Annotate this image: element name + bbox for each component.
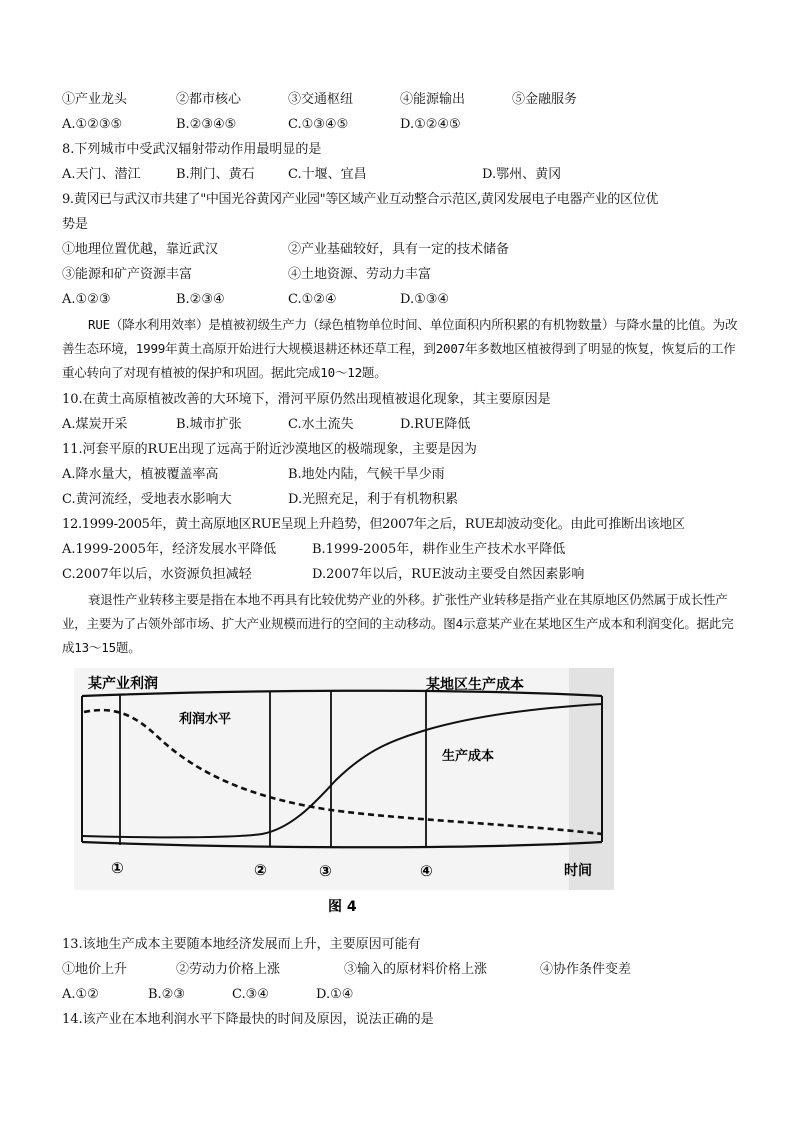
label-industry-profit: 某产业利润 bbox=[88, 676, 158, 692]
q9-item: ③能源和矿产资源丰富 bbox=[62, 267, 193, 282]
q13-item: ①地价上升 bbox=[62, 962, 128, 977]
choice-c: C.①②④ bbox=[288, 292, 337, 307]
q11-stem: 11.河套平原的RUE出现了远高于附近沙漠地区的极端现象，主要是因为 bbox=[62, 442, 477, 457]
x-axis-label: 时间 bbox=[564, 863, 592, 879]
choice-c: C.十堰、宜昌 bbox=[288, 167, 367, 182]
figure-background bbox=[74, 668, 614, 922]
choice-c: C.③④ bbox=[232, 987, 269, 1002]
choice-a: A.天门、潜江 bbox=[62, 167, 141, 182]
choice-d: D.2007年以后，RUE波动主要受自然因素影响 bbox=[312, 567, 585, 582]
q9-item: ①地理位置优越，靠近武汉 bbox=[62, 242, 219, 257]
q9-item: ④土地资源、劳动力丰富 bbox=[288, 267, 432, 282]
choice-d: D.鄂州、黄冈 bbox=[482, 167, 562, 182]
stage-marker-4: ④ bbox=[420, 862, 433, 880]
choice-d: D.①②④⑤ bbox=[400, 117, 461, 132]
choice-b: B.②③ bbox=[148, 987, 185, 1002]
q9-item: ②产业基础较好，具有一定的技术储备 bbox=[288, 242, 510, 257]
stage-marker-3: ③ bbox=[319, 862, 332, 880]
choice-a: A.①②③ bbox=[62, 292, 111, 307]
q8-stem: 8.下列城市中受武汉辐射带动作用最明显的是 bbox=[62, 142, 322, 157]
q7-option: ②都市核心 bbox=[176, 92, 242, 107]
choice-d: D.光照充足，利于有机物积累 bbox=[288, 492, 459, 507]
choice-c: C.黄河流经，受地表水影响大 bbox=[62, 492, 232, 507]
choice-c: C.2007年以后，水资源负担减轻 bbox=[62, 567, 252, 582]
choice-a: A.1999-2005年，经济发展水平降低 bbox=[62, 542, 277, 557]
passage-transfer: 衰退性产业转移主要是指在本地不再具有比较优势产业的外移。扩张性产业转移是指产业在其原地区仍然属于成长性产业，主要为了占领外部市场、扩大产业规模而进行的空间的主动移动。图4示意某产业在某地区生产成本和利润变化。据此完成13～15题。 bbox=[62, 592, 734, 655]
q7-option: ⑤金融服务 bbox=[512, 92, 578, 107]
choice-d: D.①③④ bbox=[400, 292, 450, 307]
passage-rue: RUE（降水利用效率）是植被初级生产力（绿色植物单位时间、单位面积内所积累的有机物数量）与降水量的比值。为改善生态环境，1999年黄土高原开始进行大规模退耕还林还草工程，到2007年多数地区植被得到了明显的恢复，恢复后的工作重心转向了对现有植被的保护和巩固。据此完成10～12题。 bbox=[62, 317, 738, 380]
choice-a: A.①②③⑤ bbox=[62, 117, 123, 132]
stage-marker-2: ② bbox=[254, 861, 267, 879]
choice-c: C.水土流失 bbox=[288, 417, 354, 432]
figure-caption: 图 4 bbox=[328, 899, 357, 915]
choice-b: B.荆门、黄石 bbox=[176, 167, 255, 182]
figure-4-diagram bbox=[74, 668, 614, 922]
stage-marker-1: ① bbox=[111, 859, 124, 877]
choice-b: B.1999-2005年，耕作业生产技术水平降低 bbox=[312, 542, 566, 557]
q7-option: ①产业龙头 bbox=[62, 92, 128, 107]
q10-stem: 10.在黄土高原植被改善的大环境下，滑河平原仍然出现植被退化现象，其主要原因是 bbox=[62, 392, 551, 407]
q13-item: ④协作条件变差 bbox=[540, 962, 632, 977]
choice-a: A.降水量大，植被覆盖率高 bbox=[62, 467, 219, 482]
choice-b: B.城市扩张 bbox=[176, 417, 242, 432]
choice-a: A.煤炭开采 bbox=[62, 417, 128, 432]
q13-item: ③输入的原材料价格上涨 bbox=[344, 962, 488, 977]
choice-d: D.①④ bbox=[316, 987, 354, 1002]
label-production-cost: 生产成本 bbox=[442, 749, 495, 764]
q9-stem-line2: 势是 bbox=[62, 217, 89, 232]
q7-option: ④能源输出 bbox=[400, 92, 466, 107]
choice-b: B.地处内陆，气候干旱少雨 bbox=[288, 467, 445, 482]
label-profit-level: 利润水平 bbox=[179, 712, 232, 727]
choice-a: A.①② bbox=[62, 987, 99, 1002]
q7-option: ③交通枢纽 bbox=[288, 92, 354, 107]
choice-b: B.②③④ bbox=[176, 292, 225, 307]
q13-stem: 13.该地生产成本主要随本地经济发展而上升，主要原因可能有 bbox=[62, 937, 421, 952]
q12-stem: 12.1999-2005年，黄土高原地区RUE呈现上升趋势，但2007年之后，RUE却波动变化。由此可推断出该地区 bbox=[62, 517, 685, 532]
label-region-cost: 某地区生产成本 bbox=[426, 677, 524, 693]
choice-c: C.①③④⑤ bbox=[288, 117, 349, 132]
q14-stem: 14.该产业在本地利润水平下降最快的时间及原因，说法正确的是 bbox=[62, 1012, 434, 1027]
q9-stem-line1: 9.黄冈已与武汉市共建了"中国光谷黄冈产业园"等区域产业互动整合示范区,黄冈发展电子电器产业的区位优 bbox=[62, 192, 658, 207]
q13-item: ②劳动力价格上涨 bbox=[176, 962, 281, 977]
choice-b: B.②③④⑤ bbox=[176, 117, 237, 132]
choice-d: D.RUE降低 bbox=[400, 417, 471, 432]
